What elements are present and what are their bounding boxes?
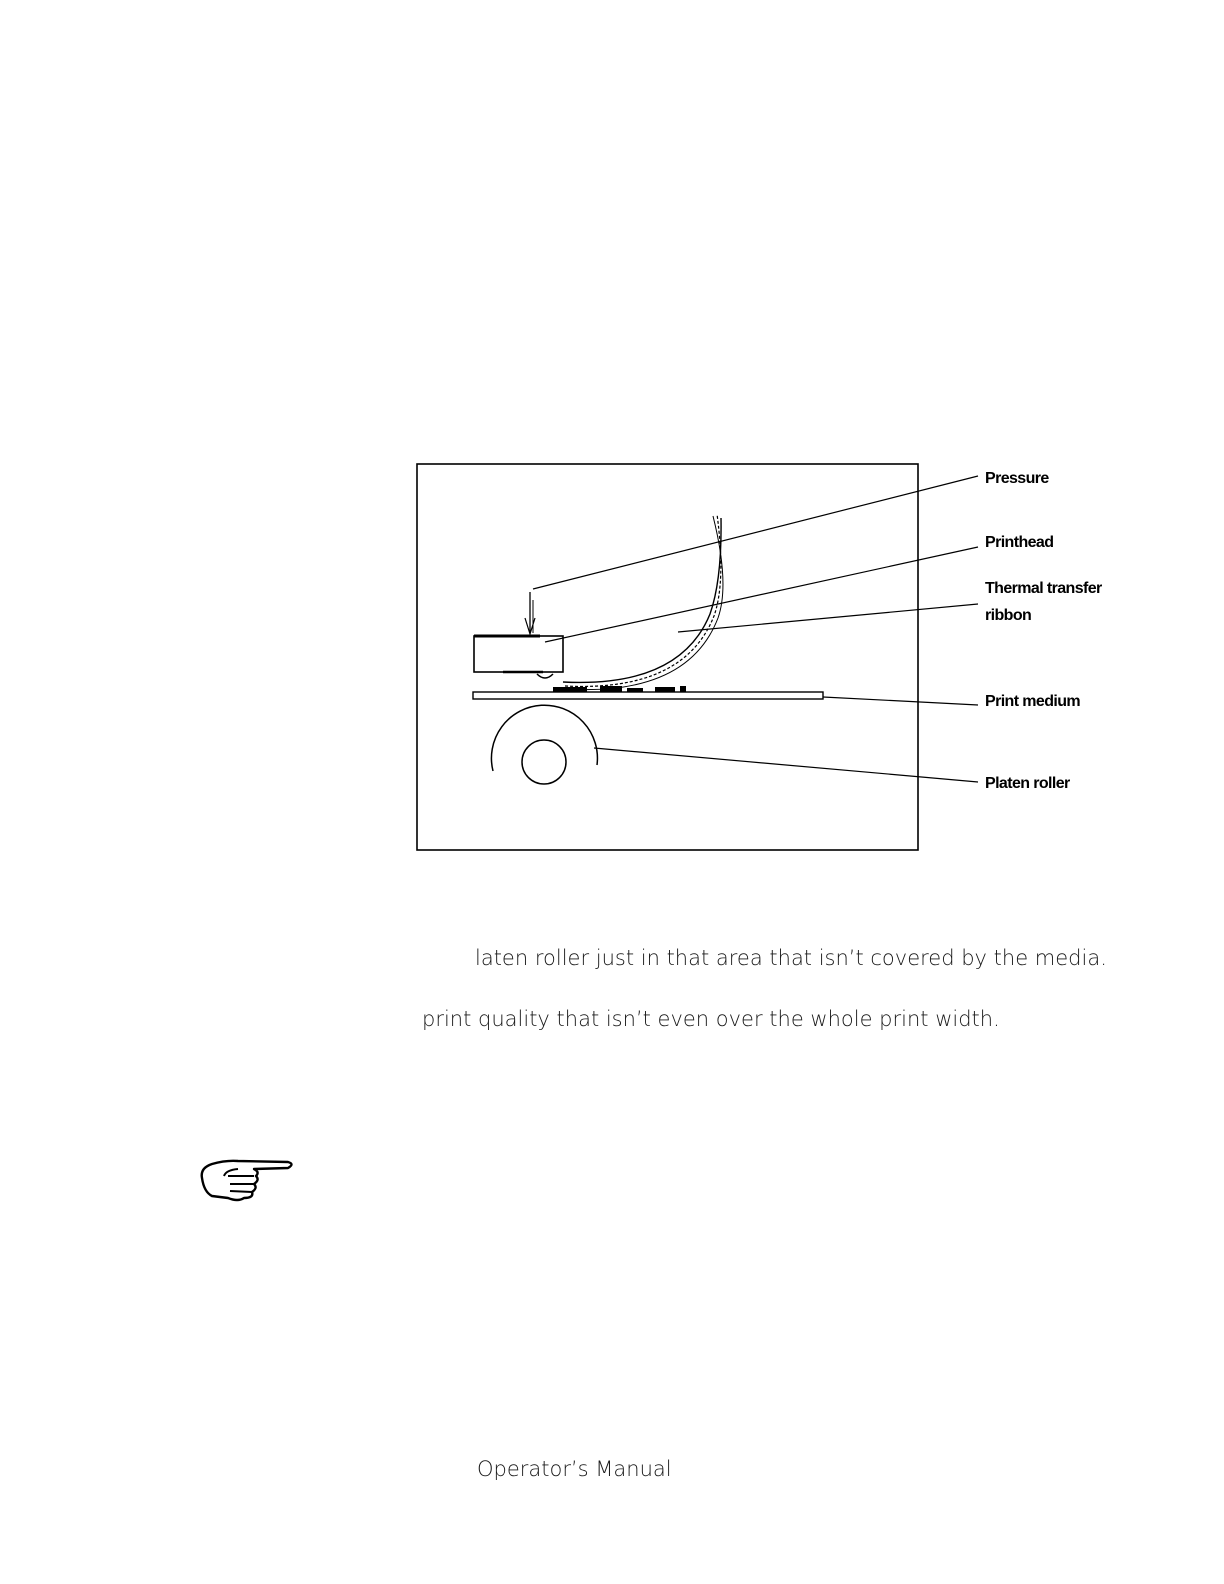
diagram-frame <box>417 464 918 850</box>
ribbon-curve-third <box>567 516 723 690</box>
body-line-2: print quality that isn’t even over the whole print width. <box>422 1007 1000 1031</box>
body-line-1: laten roller just in that area that isn’t covered by the media. <box>475 946 1107 970</box>
label-pressure: Pressure <box>985 470 1049 487</box>
leader-platen-roller <box>594 748 978 782</box>
medium-ink-3 <box>627 688 643 692</box>
leader-print-medium <box>823 697 978 705</box>
ribbon-curve-inner <box>565 514 721 686</box>
leader-pressure <box>533 476 978 589</box>
label-print-medium: Print medium <box>985 693 1081 710</box>
medium-ink-4 <box>655 687 675 692</box>
pointing-hand-icon <box>198 1156 296 1206</box>
leader-ribbon <box>678 604 978 632</box>
printhead-dot <box>537 674 553 678</box>
print-medium <box>473 692 823 699</box>
ribbon-curve-outer <box>563 518 721 682</box>
label-printhead: Printhead <box>985 534 1054 551</box>
medium-ink-5 <box>680 686 686 692</box>
platen-roller-outer <box>491 705 597 771</box>
label-platen-roller: Platen roller <box>985 775 1070 792</box>
footer-label: Operator’s Manual <box>477 1457 672 1481</box>
label-ribbon-line2: ribbon <box>985 607 1032 624</box>
platen-roller-core <box>522 740 566 784</box>
leader-printhead <box>545 547 978 642</box>
label-ribbon-line1: Thermal transfer <box>985 580 1102 597</box>
